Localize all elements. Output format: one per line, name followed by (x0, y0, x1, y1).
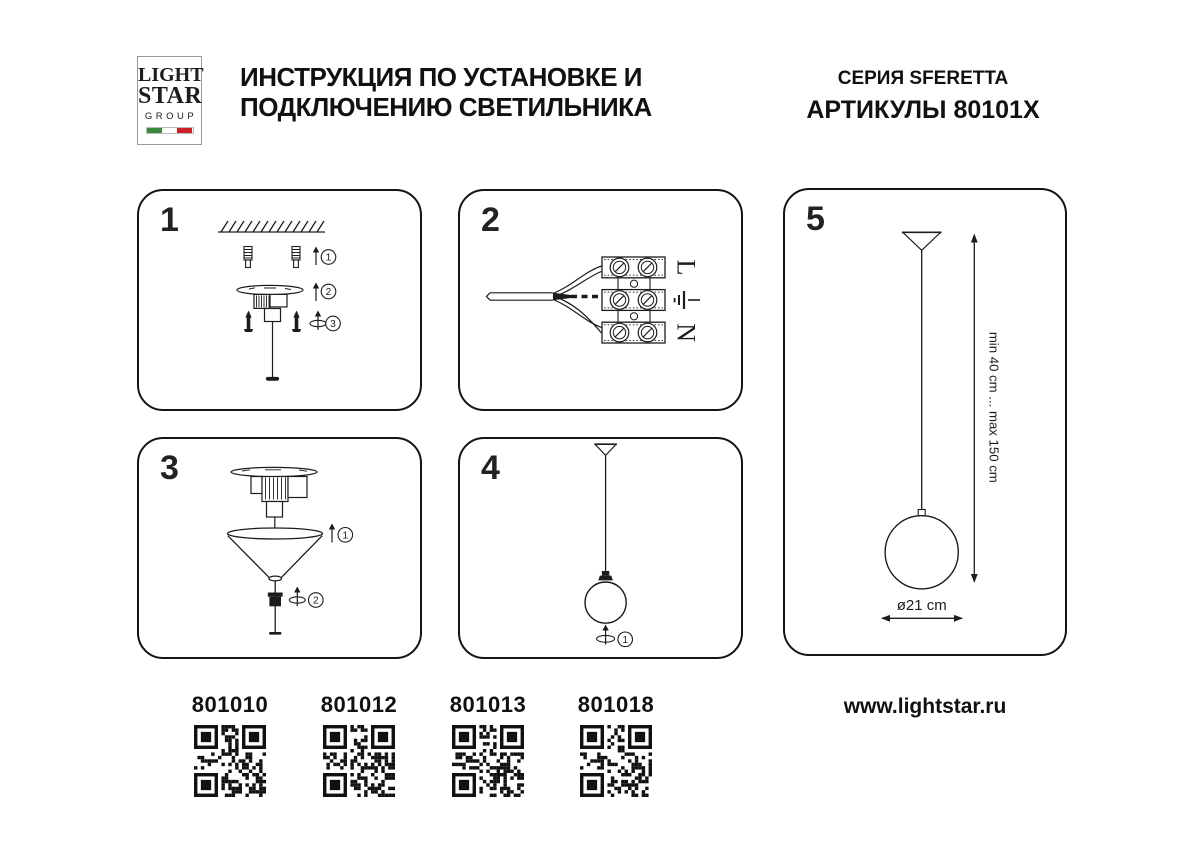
lightstar-logo (137, 56, 202, 145)
panel-number: 5 (806, 200, 825, 238)
cord-and-socket-drawing (268, 581, 283, 635)
svg-text:3: 3 (330, 319, 336, 331)
panel-5-dimensions (783, 188, 1067, 656)
qr-code (323, 725, 395, 797)
wall-plug-icon (292, 247, 300, 268)
supply-cable-drawing (487, 266, 603, 333)
panel-step-3-shade (137, 437, 422, 659)
dimensions-diagram (785, 190, 1065, 654)
rotate-arrow-icon (289, 587, 305, 607)
panel-number: 1 (160, 201, 179, 239)
panel-step-4-globe (458, 437, 743, 659)
svg-text:2: 2 (312, 595, 319, 607)
article-item (423, 692, 553, 797)
diameter-dimension-label: ø21 cm (896, 597, 947, 614)
article-number: 801010 (191, 692, 269, 717)
page-title (240, 62, 660, 122)
cone-shade-drawing (228, 528, 323, 581)
panel-number: 2 (481, 201, 500, 239)
article-item (165, 692, 295, 797)
step-2-badge (309, 593, 324, 608)
panel-number: 3 (160, 449, 179, 487)
articles-heading: АРТИКУЛЫ 80101X (806, 96, 1040, 124)
logo-word-group: GROUP (144, 111, 198, 122)
logo-word-star: STAR (138, 83, 203, 109)
globe-mounting-diagram (460, 439, 741, 657)
diameter-dimension (881, 597, 963, 622)
shade-assembly-diagram (139, 439, 420, 657)
earth-symbol-icon (675, 291, 700, 309)
website-url: www.lightstar.ru (843, 695, 1007, 718)
page-title-line1: ИНСТРУКЦИЯ ПО УСТАНОВКЕ И (240, 62, 642, 92)
arrow-up-icon (313, 283, 319, 302)
wiring-diagram (460, 191, 741, 409)
terminal-block-drawing (602, 257, 665, 343)
ceiling-canopy-drawing (237, 285, 303, 380)
height-dimension-label: min 40 cm ... max 150 cm (986, 331, 1002, 483)
qr-code (580, 725, 652, 797)
pendant-drawing (585, 444, 626, 623)
italian-flag-icon (146, 127, 194, 134)
step-3-badge (326, 316, 341, 331)
screw-icon (292, 311, 301, 333)
rotate-arrow-icon (597, 625, 615, 645)
article-number: 801012 (320, 692, 398, 717)
qr-code (452, 725, 524, 797)
step-1-badge (618, 632, 633, 647)
svg-text:1: 1 (342, 530, 349, 542)
panel-number: 4 (481, 449, 500, 487)
svg-text:1: 1 (622, 634, 629, 646)
article-item (294, 692, 424, 797)
height-dimension (971, 234, 1002, 584)
article-item (551, 692, 681, 797)
step-1-badge (338, 528, 353, 543)
article-number: 801013 (449, 692, 527, 717)
step-2-badge (321, 284, 336, 299)
panel-step-2-wiring (458, 189, 743, 411)
rotate-arrow-icon (310, 311, 326, 331)
page-title-line2: ПОДКЛЮЧЕНИЮ СВЕТИЛЬНИКА (240, 92, 652, 122)
ceiling-hatch (218, 221, 325, 232)
mounting-diagram (139, 191, 420, 409)
canopy-assembly-drawing (231, 467, 317, 532)
qr-code (194, 725, 266, 797)
panel-step-1-mounting (137, 189, 422, 411)
article-number: 801018 (577, 692, 655, 717)
series-name: СЕРИЯ SFERETTA (837, 68, 1009, 89)
line-terminal-label: L (671, 259, 701, 276)
screw-icon (244, 311, 253, 333)
logo-word-light: LIGHT (138, 64, 204, 86)
svg-text:2: 2 (325, 287, 332, 299)
pendant-drawing (885, 233, 958, 589)
svg-text:1: 1 (325, 252, 332, 264)
neutral-terminal-label: N (671, 323, 701, 342)
wall-plug-icon (244, 247, 252, 268)
arrow-up-icon (313, 247, 319, 266)
step-1-badge (321, 250, 336, 265)
arrow-up-icon (329, 524, 335, 543)
